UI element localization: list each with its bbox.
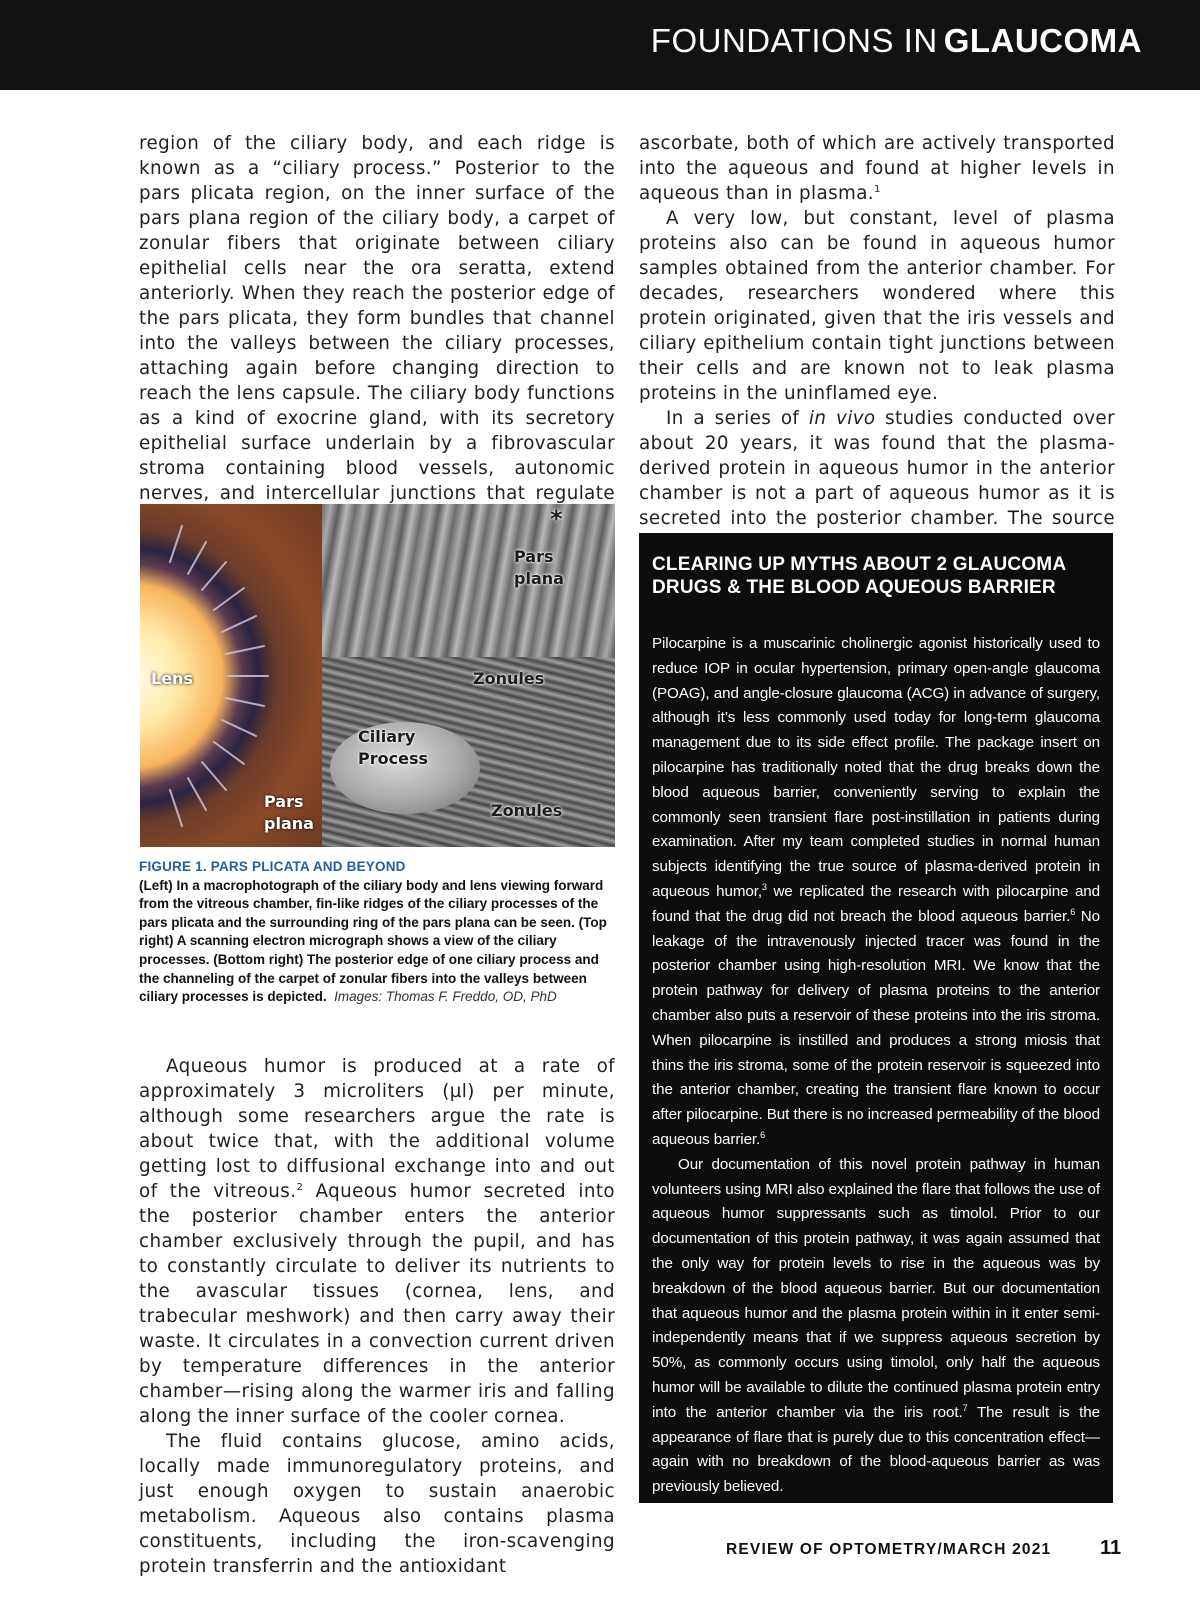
- body-text: In a series of: [666, 408, 809, 429]
- right-column-top: [639, 131, 1115, 556]
- figure-ciliary-body: [140, 504, 615, 847]
- sidebar-text: The result is the appearance of flare that is purely due to this concentration effect—again with no breakdown of the blood-aqueous barrier as was previously believed.: [652, 1403, 1100, 1496]
- label-pars-plana-right: Pars plana: [514, 547, 564, 588]
- figure-caption: [139, 858, 617, 1007]
- label-pars-plana-left: Pars plana: [264, 792, 314, 833]
- reference-marker: 2: [296, 1181, 304, 1193]
- reference-marker: 1: [874, 183, 881, 195]
- body-paragraph: The fluid contains glucose, amino acids, locally made immunoregulatory proteins, and just enough oxygen to sustain anaerobic metabolism. Aqueous also contains plasma constituents, including the iron-scavenging protein transferrin and the antioxidant: [139, 1431, 615, 1577]
- body-text: ascorbate, both of which are actively transported into the aqueous and found at higher levels in aqueous than in plasma.: [639, 133, 1115, 204]
- label-asterisk: *: [550, 505, 563, 533]
- sidebar-box: [639, 533, 1113, 1503]
- sidebar-body: [652, 632, 1100, 1500]
- sidebar-paragraph: [652, 1153, 1100, 1500]
- left-column-top: [139, 131, 615, 531]
- electron-micrograph-panel: [322, 504, 615, 657]
- image-credit: Images: Thomas F. Freddo, OD, PhD: [334, 989, 557, 1005]
- section-title-prefix: FOUNDATIONS IN: [650, 22, 938, 59]
- body-paragraph: [639, 131, 1115, 206]
- sidebar-text: Pilocarpine is a muscarinic cholinergic agonist historically used to reduce IOP in ocular hypertension, primary open-angle glaucoma (POAG), and angle-closure glaucoma (ACG) in advance of surgery, although it’s less commonly used today for long-term glaucoma management due to its side effect profile. The package insert on pilocarpine has traditionally noted that the drug breaks down the blood aqueous barrier, conveniently serving to explain the commonly seen transient flare post-instillation in patients during examination. After my team completed studies in normal human subjects identifying the true source of plasma-derived protein in aqueous humor,: [652, 635, 1100, 900]
- sidebar-text: we replicated the research with pilocarpine and found that the drug did not breach the blood aqueous barrier.: [652, 882, 1100, 925]
- sidebar-title: CLEARING UP MYTHS ABOUT 2 GLAUCOMA DRUGS & THE BLOOD AQUEOUS BARRIER: [652, 554, 1066, 598]
- label-lens: Lens: [151, 669, 193, 688]
- body-paragraph: A very low, but constant, level of plasma proteins also can be found in aqueous humor samples obtained from the anterior chamber. For decades, researchers wondered where this protein originated, given that the iris vessels and ciliary epithelium contain tight junctions between their cells and are known not to leak plasma proteins in the uninflamed eye.: [639, 208, 1115, 404]
- body-text: Aqueous humor is produced at a rate of approximately 3 microliters (µl) per minute, although some researchers argue the rate is about twice that, with the additional volume getting lost to diffusional exchange into and out of the vitreous.: [139, 1056, 615, 1202]
- body-paragraph: region of the ciliary body, and each ridge is known as a “ciliary process.” Posterior to the pars plicata region, on the inner surface of the pars plana region of the ciliary body, a carpet of zonular fibers that originate between ciliary epithelial cells near the ora seratta, extend anteriorly. When they reach the posterior edge of the pars plicata, they form bundles that channel into the valleys between the ciliary processes, attaching again before changing direction to reach the lens capsule. The ciliary body functions as a kind of exocrine gland, with its secretory epithelial surface underlain by a fibrovascular stroma containing blood vessels, autonomic nerves, and intercellular junctions that regulate: [139, 133, 615, 504]
- reference-marker: 7: [962, 1402, 968, 1413]
- sidebar-text: No leakage of the intravenously injected tracer was found in the posterior chamber using high-resolution MRI. We know that the protein pathway for delivery of plasma proteins to the anterior chamber also puts a reservoir of these proteins into the iris stroma. When pilocarpine is instilled and produces a strong miosis that thins the iris stroma, some of the protein reservoir is squeezed into the anterior chamber, creating the transient flare known to occur after pilocarpine. But there is no increased permeability of the blood aqueous barrier.: [652, 907, 1100, 1148]
- sidebar-paragraph: [652, 632, 1100, 1153]
- page-number: 11: [1100, 1537, 1122, 1559]
- reference-marker: 6: [1070, 906, 1076, 917]
- label-ciliary-process: Ciliary Process: [358, 727, 428, 768]
- caption-text: [139, 877, 617, 1007]
- left-column-bottom: [139, 1054, 615, 1579]
- reference-marker: 3: [761, 881, 767, 892]
- section-title-topic: GLAUCOMA: [943, 22, 1142, 59]
- label-zonules-top: Zonules: [473, 669, 545, 688]
- caption-title: FIGURE 1. PARS PLICATA AND BEYOND: [139, 859, 406, 874]
- body-paragraph: [139, 1054, 615, 1429]
- body-text: studies conducted over about 20 years, it was found that the plasma-derived protein in aqueous humor in the anterior chamber is not a part of aqueous humor as it is secreted into the posterior chamber. The source: [639, 408, 1115, 529]
- label-zonules-bottom: Zonules: [491, 801, 563, 820]
- section-title: [651, 22, 1142, 60]
- publication-footer: REVIEW OF OPTOMETRY/MARCH 2021: [726, 1541, 1052, 1558]
- caption-body: (Left) In a macrophotograph of the ciliary body and lens viewing forward from the vitreous chamber, fin-like ridges of the ciliary processes of the pars plicata and the surrounding ring of the pars plana can be seen. (Top right) A scanning electron micrograph shows a view of the ciliary processes. (Bottom right) The posterior edge of one ciliary process and the channeling of the carpet of zonular fibers into the valleys between ciliary processes is depicted.: [139, 877, 607, 1005]
- reference-marker: 6: [760, 1129, 766, 1140]
- sidebar-text: Our documentation of this novel protein pathway in human volunteers using MRI also explained the flare that follows the use of aqueous humor suppressants such as timolol. Prior to our documentation of this protein pathway, it was again assumed that the only way for protein levels to rise in the aqueous was by breakdown of the blood aqueous barrier. But our documentation that aqueous humor and the plasma protein within in it enter semi-independently means that if we suppress aqueous secretion by 50%, as commonly occurs using timolol, only half the aqueous humor will be available to dilute the continued plasma protein entry into the anterior chamber via the iris root.: [652, 1155, 1100, 1421]
- header-bar: [0, 0, 1200, 90]
- body-text: Aqueous humor secreted into the posterior chamber enters the anterior chamber exclusively through the pupil, and has to constantly circulate to deliver its nutrients to the avascular tissues (cornea, lens, and trabecular meshwork) and then carry away their waste. It circulates in a convection current driven by temperature differences in the anterior chamber—rising along the warmer iris and falling along the inner surface of the cooler cornea.: [139, 1181, 615, 1427]
- italic-term: in vivo: [808, 408, 876, 429]
